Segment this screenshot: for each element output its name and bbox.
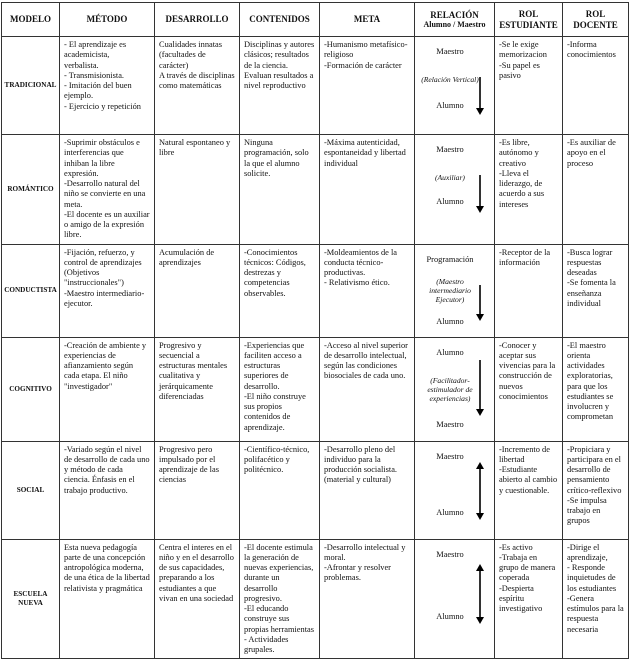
table-row [2,244,629,337]
metodo-cell-line: - El aprendizaje es [64,40,127,49]
header-row [2,3,629,37]
relacion-middle-label: (Facilitador- estimulador de experiencias) [427,375,473,403]
header-rol-docente-line1: ROL [585,9,606,20]
metodo-cell [60,337,155,441]
rol-docente-cell-line: -Genera estímulos para la respuesta necesaria [567,593,624,634]
header-contenidos: CONTENIDOS [240,3,320,37]
meta-cell-line: - Relativismo ético. [324,278,390,288]
relacion-bottom-label: Alumno [436,507,464,517]
rol-estudiante-cell [495,441,563,539]
model-name-cell: CONDUCTISTA [2,244,60,337]
rol-estudiante-cell-line: -Su papel es pasivo [499,60,540,80]
relacion-cell [415,135,495,245]
contenidos-cell-line: -Científico-técnico, polifacético y politécnico. [244,444,310,474]
desarrollo-cell [155,244,240,337]
pedagogical-models-table [1,2,629,659]
meta-cell [320,337,415,441]
header-rol-docente-line2: DOCENTE [573,19,618,30]
header-desarrollo: DESARROLLO [155,3,240,37]
metodo-cell-line: -Suprimir obstáculos e interferencias que inhiban la libre expresión. [64,138,140,178]
down-arrow-icon [475,175,485,213]
meta-cell [320,441,415,539]
header-modelo: MODELO [2,3,60,37]
rol-docente-cell [563,37,629,135]
contenidos-cell-line: Evaluan resultados a nivel reproductivo [244,70,314,90]
rol-estudiante-cell-line: -Trabaja en grupo de manera coperada [499,552,556,583]
down-arrow-icon [475,285,485,321]
relacion-box [415,540,494,652]
metodo-cell [60,539,155,659]
header-relacion-title: RELACIÓN [430,9,479,20]
rol-docente-cell [563,244,629,337]
metodo-cell [60,244,155,337]
relacion-bottom-label: Alumno [436,611,464,621]
metodo-cell-line: -Maestro intermediario-ejecutor. [64,288,145,308]
header-metodo: MÉTODO [60,3,155,37]
rol-estudiante-cell-line: -Lleva el liderazgo, de acuerdo a sus intereses [499,168,545,209]
desarrollo-cell [155,441,240,539]
contenidos-cell-line: Disciplinas y autores clásicos; resultados de la ciencia. [244,40,315,70]
relacion-top-label: Programación [426,254,474,264]
contenidos-cell-line: -Conocimientos técnicos: Códigos, destrezas y competencias observables. [244,247,306,298]
relacion-middle-label: (Maestro intermediario Ejecutor) [429,276,471,304]
desarrollo-cell-line: Natural espontaneo y libre [159,138,231,158]
rol-estudiante-cell [495,135,563,245]
meta-cell-line: -Formación de carácter [324,60,402,70]
metodo-cell-line: Esta nueva pedagogía parte de una concepción antropológica moderna, de una ética de la libertad relativista y pragmática [64,542,150,593]
desarrollo-cell [155,337,240,441]
rol-docente-cell [563,337,629,441]
contenidos-cell-line: -Experiencias que faciliten acceso a estructuras superiores de desarrollo. [244,340,305,391]
rol-estudiante-cell-line: -Receptor de la información [499,247,551,267]
relacion-box [415,338,494,441]
desarrollo-cell [155,539,240,659]
header-relacion [415,3,495,37]
meta-cell-line: -Desarrollo intelectual y moral. [324,542,406,562]
rol-estudiante-cell-line: -Es activo [499,542,533,552]
metodo-cell [60,135,155,245]
contenidos-cell-line: Ninguna programación, solo la que el alumno solicite. [244,138,309,178]
contenidos-cell [240,37,320,135]
desarrollo-cell-line: Cualidades innatas (facultades de carácter) [159,40,223,70]
meta-cell-line: -Máxima autenticidad, espontaneidad y libertad individual [324,138,406,168]
relacion-top-label: Maestro [436,47,464,56]
relacion-bottom-label: Alumno [436,197,464,206]
rol-docente-cell-line: - Responde inquietudes de los estudiantes [567,563,617,593]
rol-estudiante-cell-line: -Conocer y aceptar sus vivencias para la construcción de nuevos conocimientos [499,340,556,401]
desarrollo-cell [155,135,240,245]
rol-estudiante-cell [495,337,563,441]
meta-cell-line: -Afrontar y resolver problemas. [324,563,391,583]
table-row [2,37,629,135]
down-arrow-icon [475,360,485,416]
rol-docente-cell-line: -Se fomenta la enseñanza individual [567,278,616,308]
rol-estudiante-cell-line: -Es libre, autónomo y creativo [499,138,539,168]
metodo-cell-line: academicista, [64,50,110,60]
contenidos-cell [240,539,320,659]
relacion-top-label: Maestro [436,451,464,461]
rol-estudiante-cell-line: -Incremento de libertad [499,444,550,464]
relacion-box [415,245,494,337]
meta-cell [320,244,415,337]
meta-cell-line: -Humanismo metafísico-religioso [324,40,408,60]
contenidos-cell [240,135,320,245]
metodo-cell-line: -Fijación, refuerzo, y control de aprendizajes (Objetivos "instruccionales") [64,247,142,288]
contenidos-cell-line: - Actividades grupales. [244,634,289,654]
rol-docente-cell-line: -Dirige el aprendizaje, [567,542,608,562]
header-relacion-subtitle: Alumno / Maestro [423,20,486,30]
header-rol-estudiante-line2: ESTUDIANTE [499,19,558,30]
relacion-middle-label: (Relación Vertical) [421,75,479,84]
contenidos-cell [240,441,320,539]
metodo-cell [60,441,155,539]
relacion-box [415,37,494,134]
desarrollo-cell-line: Progresivo pero impulsado por el aprendizaje de las ciencias [159,444,219,485]
rol-docente-cell-line: -El maestro orienta actividades exploratorias, para que los estudiantes se involucren y comprometan [567,340,614,422]
desarrollo-cell-line: Centra el interes en el niño y en el desarrollo de sus capacidades, preparando a los estudiantes a que vivan en una sociedad [159,542,234,603]
relacion-box [415,442,494,539]
relacion-box [415,135,494,230]
rol-docente-cell [563,135,629,245]
relacion-cell [415,337,495,441]
header-rol-docente [563,3,629,37]
relacion-cell [415,539,495,659]
contenidos-cell-line: -El niño construye sus propios contenidos de aprendizaje. [244,391,306,432]
metodo-cell-line: - Transmisionista. [64,70,125,80]
contenidos-cell-line: -El educando construye sus propias herramientas [244,604,314,634]
rol-docente-cell-line: -Busca lograr respuestas deseadas [567,247,613,277]
metodo-cell-line: ejemplo. [64,91,94,101]
desarrollo-cell-line: Progresivo y secuencial a estructuras mentales cualitativa y jerárquicamente diferenciadas [159,340,228,401]
rol-estudiante-cell [495,244,563,337]
rol-estudiante-cell [495,37,563,135]
table-row [2,441,629,539]
relacion-top-label: Alumno [436,347,464,357]
model-name-cell: SOCIAL [2,441,60,539]
metodo-cell-line: verbalista. [64,60,99,70]
contenidos-cell [240,244,320,337]
model-name-cell: ESCUELA NUEVA [2,539,60,659]
meta-cell [320,539,415,659]
table-row [2,539,629,659]
relacion-bottom-label: Alumno [436,101,464,110]
model-name-cell: TRADICIONAL [2,37,60,135]
meta-cell-line: -Moldeamientos de la conducta técnico-productivas. [324,247,398,277]
metodo-cell-line: -Creación de ambiente y experiencias de afianzamiento según cada etapa. El niño "investigador" [64,340,147,391]
down-arrow-icon [475,77,485,115]
meta-cell-line: -Acceso al nivel superior de desarrollo intelectual, según las condiciones biosociales de cada uno. [324,340,408,381]
rol-docente-cell-line: -Se impulsa trabajo en grupos [567,495,607,526]
rol-docente-cell-line: -Propiciara y participara en el desarrollo de pensamiento crítico-reflexivo [567,444,622,495]
relacion-top-label: Maestro [436,549,464,559]
model-name-cell: ROMÁNTICO [2,135,60,245]
header-rol-estudiante-line1: ROL [518,9,539,20]
rol-docente-cell [563,539,629,659]
meta-cell [320,37,415,135]
relacion-bottom-label: Maestro [436,419,464,429]
metodo-cell-line: -Variado según el nivel de desarrollo de cada uno y método de cada ciencia. Énfasis en el trabajo productivo. [64,444,150,495]
rol-estudiante-cell-line: -Se le exige memorizacion [499,40,547,60]
contenidos-cell [240,337,320,441]
table-row [2,135,629,245]
rol-docente-cell-line: -Es auxiliar de apoyo en el proceso [567,138,616,168]
relacion-cell [415,441,495,539]
metodo-cell-line: - Ejercicio y repetición [64,101,141,111]
rol-estudiante-cell-line: -Despierta espíritu investigativo [499,583,543,613]
relacion-middle-label: (Auxiliar) [435,173,465,182]
rol-estudiante-cell [495,539,563,659]
metodo-cell-line: - Imitación del buen [64,81,132,90]
meta-cell [320,135,415,245]
model-name-cell: COGNITIVO [2,337,60,441]
rol-docente-cell [563,441,629,539]
metodo-cell-line: -Desarrollo natural del niño se convierte en una meta. [64,179,146,209]
relacion-bottom-label: Alumno [436,316,464,326]
meta-cell-line: -Desarrollo pleno del individuo para la producción socialista. (material y cultural) [324,444,398,485]
metodo-cell-line: -El docente es un auxiliar o amigo de la expresión libre. [64,209,150,240]
relacion-cell [415,244,495,337]
contenidos-cell-line: -El docente estimula la generación de nuevas experiencias, durante un desarrollo progresivo. [244,542,314,603]
relacion-top-label: Maestro [436,145,464,154]
header-rol-estudiante [495,3,563,37]
rol-docente-cell-line: -Informa conocimientos [567,40,616,60]
double-arrow-icon [475,564,485,624]
desarrollo-cell-line: Acumulación de aprendizajes [159,247,215,267]
desarrollo-cell [155,37,240,135]
relacion-cell [415,37,495,135]
table-row [2,337,629,441]
metodo-cell [60,37,155,135]
double-arrow-icon [475,462,485,520]
header-meta: META [320,3,415,37]
rol-estudiante-cell-line: -Estudiante abierto al cambio y cuestionable. [499,465,558,495]
table-body [2,37,629,659]
desarrollo-cell-line: A través de disciplinas como matemáticas [159,70,235,90]
